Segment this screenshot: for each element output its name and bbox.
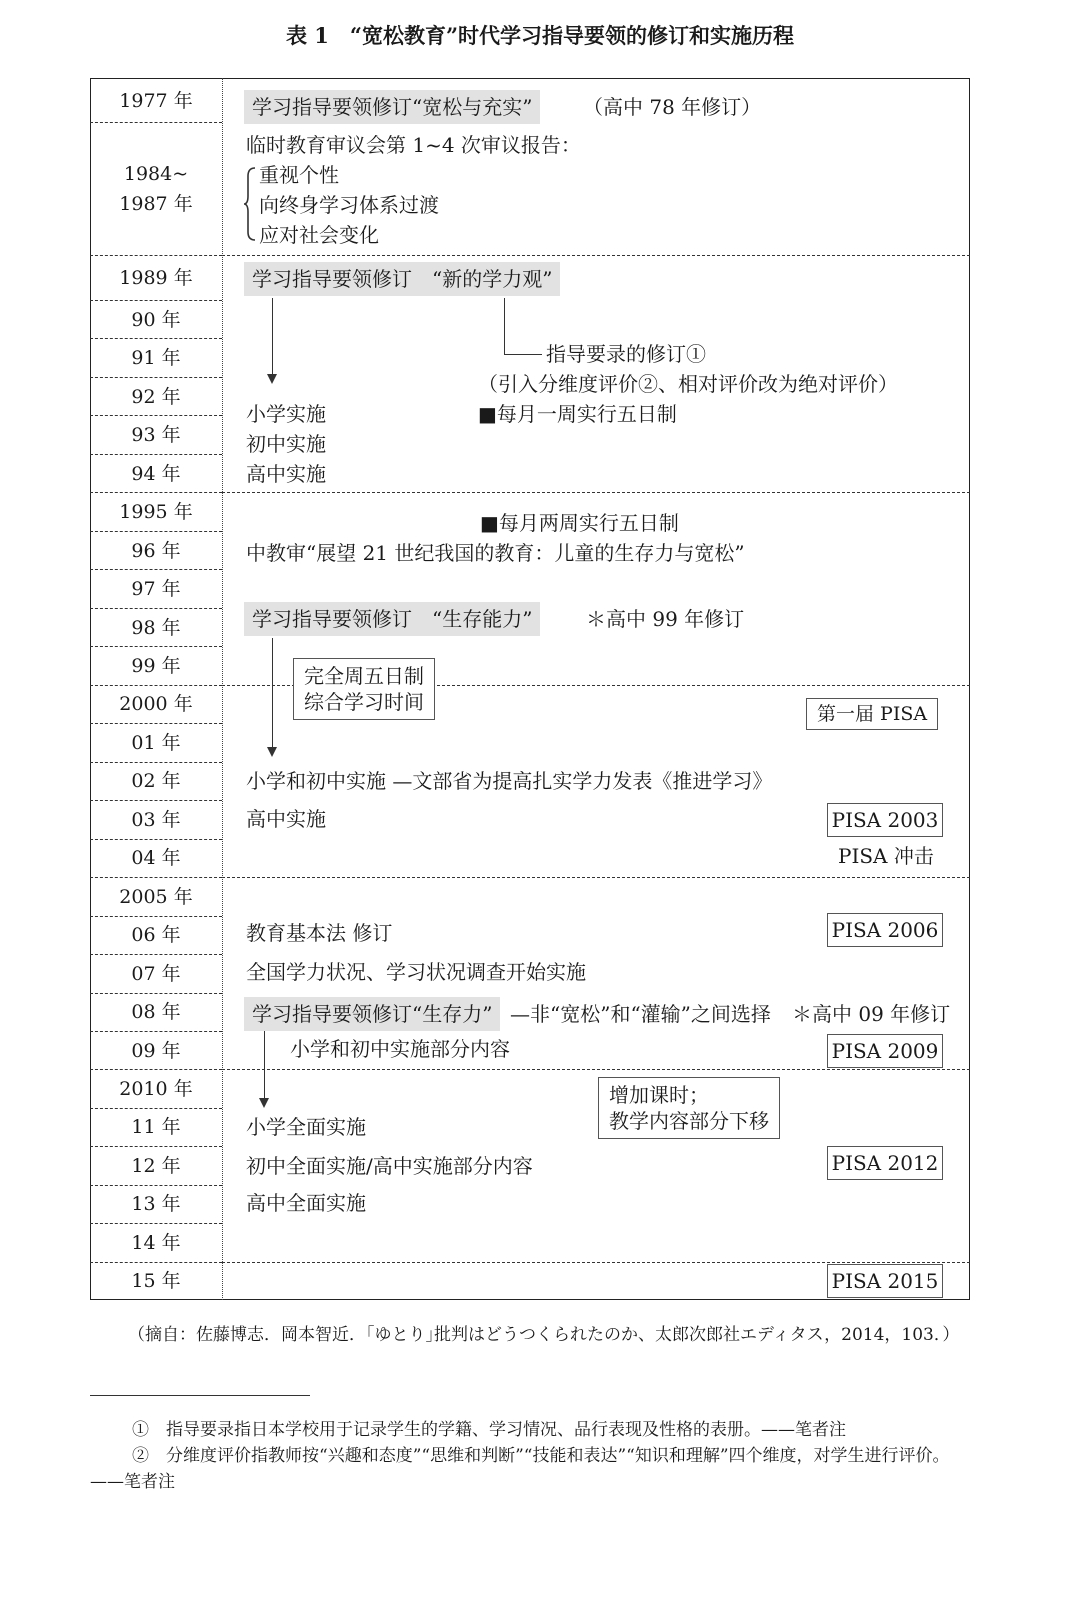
national-survey-label: 全国学力状况、学习状况调查开始实施 — [246, 960, 586, 984]
year-row-separator — [90, 569, 222, 570]
year-row-separator — [90, 1262, 222, 1263]
pisa-shock-label: PISA 冲击 — [838, 844, 934, 868]
council-report-item: 应对社会变化 — [259, 223, 379, 247]
year-row-separator — [90, 723, 222, 724]
partial-implementation-2009: 小学和初中实施部分内容 — [290, 1037, 510, 1061]
pisa-2003-badge: PISA 2003 — [827, 803, 943, 837]
year-label: 08 年 — [131, 1001, 181, 1023]
year-label: 91 年 — [131, 347, 181, 369]
year-row-separator — [90, 377, 222, 378]
implementation-2012: 初中全面实施/高中实施部分内容 — [246, 1154, 533, 1178]
connector-line — [504, 298, 505, 354]
revision-1977-note: （高中 78 年修订） — [583, 95, 762, 119]
implementation-high: 高中实施 — [246, 462, 326, 486]
year-row-separator — [90, 1069, 222, 1070]
arrow-line — [272, 298, 273, 374]
year-row-separator — [90, 338, 222, 339]
footnote-2: ② 分维度评价指教师按“兴趣和态度”“思维和判断”“技能和表达”“知识和理解”四个维度，对学生进行评价。——笔者注 — [90, 1446, 950, 1492]
implementation-2002: 小学和初中实施 —文部省为提高扎实学力发表《推进学习》 — [246, 769, 773, 793]
year-label: 15 年 — [131, 1270, 181, 1292]
year-row-separator — [90, 877, 222, 878]
five-day-week-monthly-2: ■每月两周实行五日制 — [480, 511, 679, 535]
year-row-separator — [90, 839, 222, 840]
year-row-separator — [90, 993, 222, 994]
year-label: 1987 年 — [119, 193, 193, 215]
box-line: 完全周五日制 — [304, 664, 424, 688]
arrow-down-icon — [267, 374, 277, 384]
year-row-separator — [90, 300, 222, 301]
revision-1998-label: 学习指导要领修订 “生存能力” — [244, 602, 540, 636]
year-label: 1984~ — [123, 163, 189, 185]
pisa-2006-badge: PISA 2006 — [827, 913, 943, 947]
five-day-week-monthly-1: ■每月一周实行五日制 — [478, 402, 677, 426]
year-row-separator — [90, 800, 222, 801]
revision-1989-label: 学习指导要领修订 “新的学力观” — [244, 262, 560, 296]
year-row-separator — [90, 685, 222, 686]
footnote-rule — [90, 1395, 310, 1396]
pisa-2015-badge: PISA 2015 — [827, 1264, 943, 1298]
year-label: 2005 年 — [119, 886, 193, 908]
year-label: 92 年 — [131, 386, 181, 408]
box-line: 综合学习时间 — [304, 690, 424, 714]
implementation-junior-high: 初中实施 — [246, 432, 326, 456]
year-row-separator — [90, 1031, 222, 1032]
year-column-divider — [222, 78, 223, 1300]
year-label: 1977 年 — [119, 90, 193, 112]
five-day-week-box — [293, 658, 435, 720]
council-report-heading: 临时教育审议会第 1~4 次审议报告： — [246, 133, 581, 157]
footnote-1: ① 指导要录指日本学校用于记录学生的学籍、学习情况、品行表现及性格的表册。——笔者注 — [132, 1420, 846, 1440]
year-label: 13 年 — [131, 1193, 181, 1215]
year-row-separator — [90, 762, 222, 763]
year-label: 12 年 — [131, 1155, 181, 1177]
year-row-separator — [90, 454, 222, 455]
revision-1977-label: 学习指导要领修订“宽松与充实” — [244, 90, 540, 124]
year-label: 1995 年 — [119, 501, 193, 523]
year-row-separator — [90, 492, 222, 493]
year-row-separator — [90, 122, 222, 123]
year-label: 97 年 — [131, 578, 181, 600]
council-report-item: 重视个性 — [259, 163, 339, 187]
year-label: 94 年 — [131, 463, 181, 485]
council-report-item: 向终身学习体系过渡 — [259, 193, 439, 217]
class-hours-box — [598, 1077, 780, 1139]
revision-1998-note: ＊高中 99 年修订 — [586, 607, 745, 631]
connector-line — [504, 354, 542, 355]
year-row-separator — [90, 646, 222, 647]
year-label: 99 年 — [131, 655, 181, 677]
year-row-separator — [90, 916, 222, 917]
box-line: 增加课时； — [609, 1083, 709, 1107]
year-label: 02 年 — [131, 770, 181, 792]
revision-2008-label: 学习指导要领修订“生存力” — [244, 997, 500, 1031]
implementation-2011: 小学全面实施 — [246, 1115, 366, 1139]
source-citation: （摘自：佐藤博志．岡本智近．｢ゆとり｣批判はどうつくられたのか、太郎次郎社エディタス，2014，103．） — [128, 1325, 960, 1345]
year-label: 03 年 — [131, 809, 181, 831]
year-row-separator — [90, 255, 222, 256]
arrow-down-icon — [259, 1098, 269, 1108]
year-label: 2010 年 — [119, 1078, 193, 1100]
pisa-2012-badge: PISA 2012 — [827, 1146, 943, 1180]
year-row-separator — [90, 1108, 222, 1109]
implementation-2003: 高中实施 — [246, 807, 326, 831]
education-law-revision: 教育基本法 修订 — [246, 921, 393, 945]
period-separator — [222, 255, 970, 256]
record-revision-label: 指导要录的修订① — [546, 342, 706, 366]
year-label: 01 年 — [131, 732, 181, 754]
table-title: 表 1 “宽松教育”时代学习指导要领的修订和实施历程 — [285, 23, 795, 48]
year-label: 09 年 — [131, 1040, 181, 1062]
year-label: 98 年 — [131, 617, 181, 639]
arrow-down-icon — [267, 747, 277, 757]
arrow-line — [264, 1031, 265, 1098]
implementation-2013: 高中全面实施 — [246, 1191, 366, 1215]
pisa-2009-badge: PISA 2009 — [827, 1034, 943, 1068]
record-revision-detail: （引入分维度评价②、相对评价改为绝对评价） — [478, 372, 898, 396]
period-separator — [222, 1262, 970, 1263]
year-row-separator — [90, 415, 222, 416]
year-label: 96 年 — [131, 540, 181, 562]
pisa-first-badge: 第一届 PISA — [806, 698, 938, 730]
year-row-separator — [90, 1185, 222, 1186]
period-separator — [222, 1069, 970, 1070]
year-label: 11 年 — [131, 1116, 181, 1138]
year-label: 90 年 — [131, 309, 181, 331]
year-label: 07 年 — [131, 963, 181, 985]
revision-2008-note: ＊高中 09 年修订 — [792, 1002, 951, 1026]
year-label: 04 年 — [131, 847, 181, 869]
box-line: 教学内容部分下移 — [609, 1109, 769, 1133]
council-1996-report: 中教审“展望 21 世纪我国的教育：儿童的生存力与宽松” — [246, 541, 745, 565]
year-row-separator — [90, 954, 222, 955]
year-label: 93 年 — [131, 424, 181, 446]
year-row-separator — [90, 1223, 222, 1224]
year-row-separator — [90, 531, 222, 532]
revision-2008-detail: —非“宽松”和“灌输”之间选择 — [510, 1002, 771, 1026]
implementation-elementary: 小学实施 — [246, 402, 326, 426]
year-label: 06 年 — [131, 924, 181, 946]
year-row-separator — [90, 1146, 222, 1147]
year-row-separator — [90, 608, 222, 609]
year-label: 2000 年 — [119, 693, 193, 715]
period-separator — [222, 492, 970, 493]
year-label: 14 年 — [131, 1232, 181, 1254]
period-separator — [222, 877, 970, 878]
brace-icon — [243, 166, 257, 242]
arrow-line — [272, 638, 273, 747]
year-label: 1989 年 — [119, 267, 193, 289]
